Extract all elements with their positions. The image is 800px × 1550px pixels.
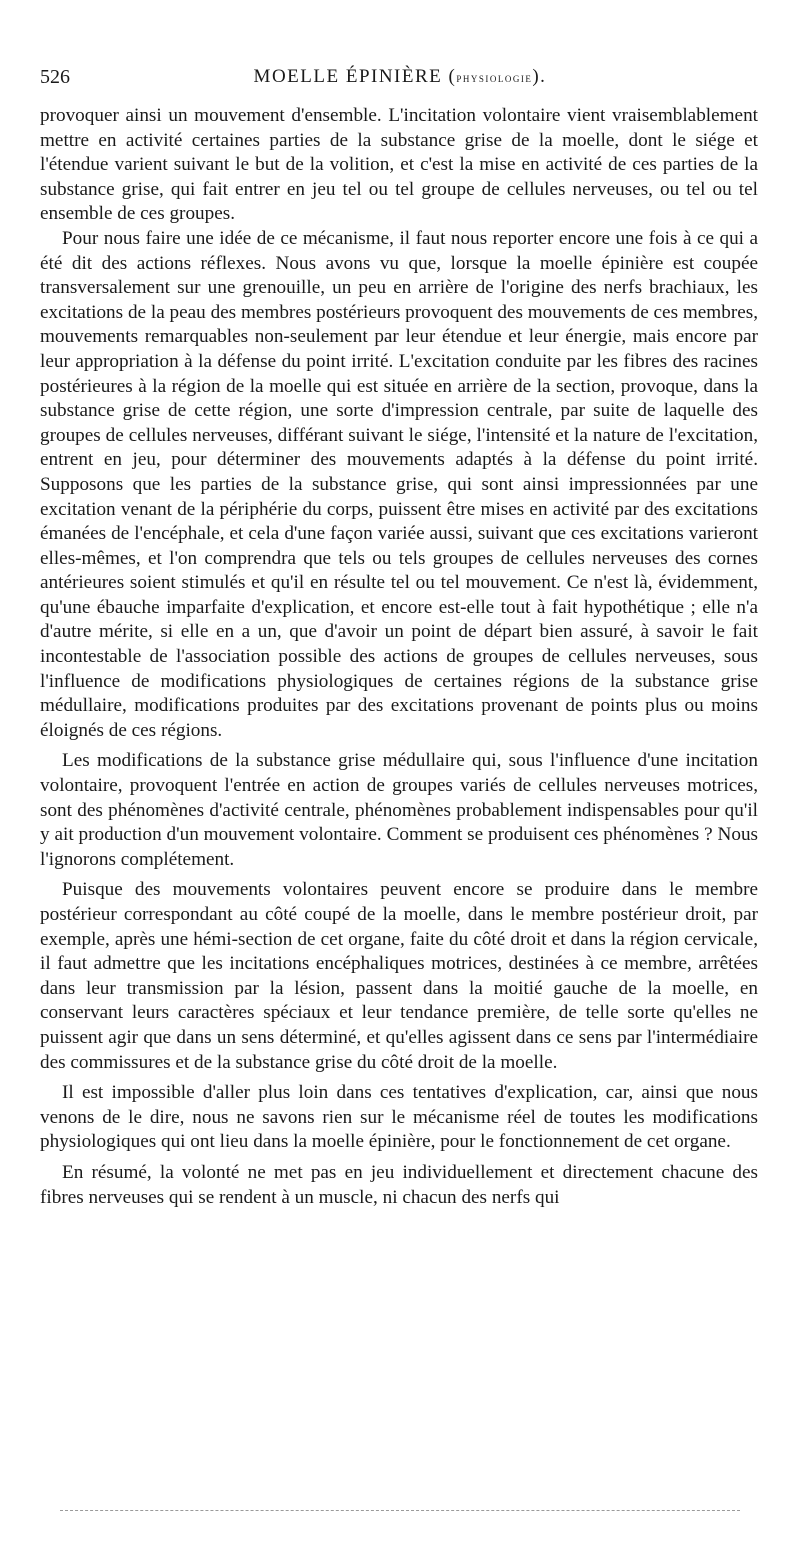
- running-title-subtitle: physiologie: [456, 70, 533, 85]
- paragraph-final: En résumé, la volonté ne met pas en jeu individuellement et directement chacune des fibres nerveuses qui se rendent à un muscle, ni chacun des nerfs qui: [40, 1161, 758, 1208]
- paragraph: Puisque des mouvements volontaires peuvent encore se produire dans le membre postérieur correspondant au côté coupé de la moelle, dans le membre postérieur droit, par exemple, après une hémi-section de cet organe, faite du côté droit et dans la région cervicale, il faut admettre que les incitations encéphaliques motrices, destinées à ce membre, arrêtées dans leur transmission par la lésion, passent dans la moitié gauche de la moelle, en conservant leurs caractères spéciaux et leur tendance première, de telle sorte qu'elles ne puissent agir que dans un sens déterminé, et qu'elles agissent dans ce sens par l'intermédiaire des commissures et de la substance grise du côté droit de la moelle.: [40, 879, 758, 1073]
- running-title-main: MOELLE ÉPINIÈRE (: [253, 66, 457, 87]
- paragraph: Pour nous faire une idée de ce mécanisme, il faut nous reporter encore une fois à ce qui a été dit des actions réflexes. Nous avons vu que, lorsque la moelle épinière est coupée transversalement sur une grenouille, un peu en arrière de l'origine des nerfs brachiaux, les excitations de la peau des membres postérieurs provoquent des mouvements de ces membres, mouvements remarquables non-seulement par leur étendue et leur énergie, mais encore par leur appropriation à la défense du point irrité. L'excitation conduite par les fibres des racines postérieures à la région de la moelle qui est située en arrière de la section, provoque, dans la substance grise de cette région, une sorte d'impression centrale, par suite de laquelle des groupes de cellules nerveuses, différant suivant le siége, l'intensité et la nature de l'excitation, entrent en jeu, pour déterminer des mouvements adaptés à la défense du point irrité. Supposons que les parties de la substance grise, qui sont ainsi impressionnées par une excitation venant de la périphérie du corps, puissent être mises en activité par des excitations émanées de l'encéphale, et cela d'une façon variée aussi, suivant que ces excitations varieront elles-mêmes, et l'on comprendra que tels ou tels groupes de cellules nerveuses des cornes antérieures soient stimulés et qu'il en résulte tel ou tel mouvement. Ce n'est là, évidemment, qu'une ébauche imparfaite d'explication, et encore est-elle tout à fait hypothétique ; elle n'a d'autre mérite, si elle en a un, que d'avoir un point de départ bien assuré, à savoir le fait incontestable de l'association possible des actions de groupes de cellules nerveuses, sous l'influence de modifications physiologiques de certaines régions de la substance grise médullaire, modifications produites par des excitations provenant de points plus ou moins éloignés de ces régions.: [40, 227, 758, 741]
- footer-rule: [60, 1510, 740, 1511]
- page-header: [40, 66, 760, 94]
- page-body-text: [40, 104, 758, 1210]
- running-title: [40, 66, 760, 88]
- paragraph: Les modifications de la substance grise médullaire qui, sous l'influence d'une incitation volontaire, provoquent l'entrée en action de groupes variés de cellules nerveuses motrices, sont des phénomènes d'activité centrale, phénomènes probablement indispensables pour qu'il y ait production d'un mouvement volontaire. Comment se produisent ces phénomènes ? Nous l'ignorons complétement.: [40, 750, 758, 870]
- running-title-close: ).: [532, 66, 547, 87]
- paragraph-continued: provoquer ainsi un mouvement d'ensemble. L'incitation volontaire vient vraisemblablement mettre en activité certaines parties de la substance grise de la moelle, dont le siége et l'étendue varient suivant le but de la volition, et c'est la mise en activité de ces parties de la substance grise, qui fait entrer en jeu tel ou tel groupe de cellules nerveuses, ou tel ou tel ensemble de ces groupes.: [40, 105, 758, 225]
- page-number: 526: [40, 66, 70, 88]
- paragraph: Il est impossible d'aller plus loin dans ces tentatives d'explication, car, ainsi que nous venons de le dire, nous ne savons rien sur le mécanisme réel de toutes les modifications physiologiques qui ont lieu dans la moelle épinière, pour le fonctionnement de cet organe.: [40, 1082, 758, 1153]
